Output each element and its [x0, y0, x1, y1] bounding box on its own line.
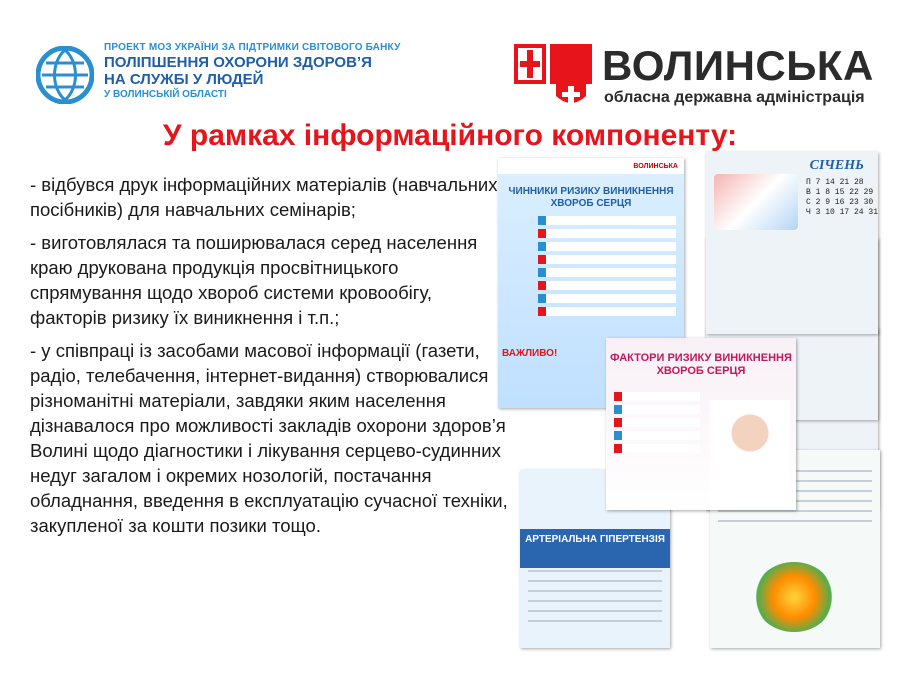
project-text-block: [104, 42, 404, 101]
calendar-poster-january: [706, 152, 878, 334]
project-title-1: ПОЛІПШЕННЯ ОХОРОНИ ЗДОРОВ’Я: [104, 54, 372, 71]
world-bank-globe-logo: [36, 46, 94, 104]
calendar-grid: П 7 14 21 28 В 1 8 15 22 29 С 2 9 16 23 30 Ч 3 10 17 24 31: [806, 178, 878, 217]
poster-title: ФАКТОРИ РИЗИКУ ВИНИКНЕННЯ ХВОРОБ СЕРЦЯ: [610, 352, 792, 377]
volyn-coat-of-arms-icon: [514, 44, 592, 108]
admin-title: ВОЛИНСЬКА: [602, 42, 874, 89]
paragraph-distribution: - виготовлялася та поширювалася серед населення краю друкована продукція просвітницького спрямування щодо хвороб системи кровообігу, факторів ризику їх виникнення і т.п.;: [30, 232, 478, 328]
slide-heading: У рамках інформаційного компоненту:: [162, 119, 738, 152]
project-title-2: НА СЛУЖБІ У ЛЮДЕЙ: [104, 71, 264, 88]
project-region: У ВОЛИНСЬКІЙ ОБЛАСТІ: [104, 89, 227, 100]
poster-warning: ВАЖЛИВО!: [502, 348, 558, 359]
leaflet-title: АРТЕРІАЛЬНА ГІПЕРТЕНЗІЯ: [520, 529, 670, 568]
admin-subtitle: обласна державна адміністрація: [604, 89, 865, 106]
poster-brand: ВОЛИНСЬКА: [633, 162, 678, 170]
vegetables-image: [754, 562, 834, 632]
project-line: ПРОЕКТ МОЗ УКРАЇНИ ЗА ПІДТРИМКИ СВІТОВОГО БАНКУ: [104, 42, 401, 53]
poster-collage: [498, 150, 882, 650]
paragraph-media: - у співпраці із засобами масової інформації (газети, радіо, телебачення, інтернет-видання) створювалися різноманітні матеріали, завдяки яким населення дізнавалося про можливості закладів охорони здоров’я Волині щодо діагностики і лікування серцево-судинних недуг загалом і окремих нозологій, постачання обладнання, введення в експлуатацію сучасної техніки, закупленої за кошти позики тощо.: [30, 340, 508, 536]
paragraph-printing: - відбувся друк інформаційних матеріалів (навчальних посібників) для навчальних семінарів;: [30, 174, 498, 220]
poster-title: ЧИННИКИ РИЗИКУ ВИНИКНЕННЯ ХВОРОБ СЕРЦЯ: [508, 186, 674, 209]
calendar-month-label: СІЧЕНЬ: [809, 158, 864, 173]
body-text: [30, 172, 508, 546]
nurse-with-child-image: [710, 400, 790, 510]
risk-factors-poster: [606, 338, 796, 510]
